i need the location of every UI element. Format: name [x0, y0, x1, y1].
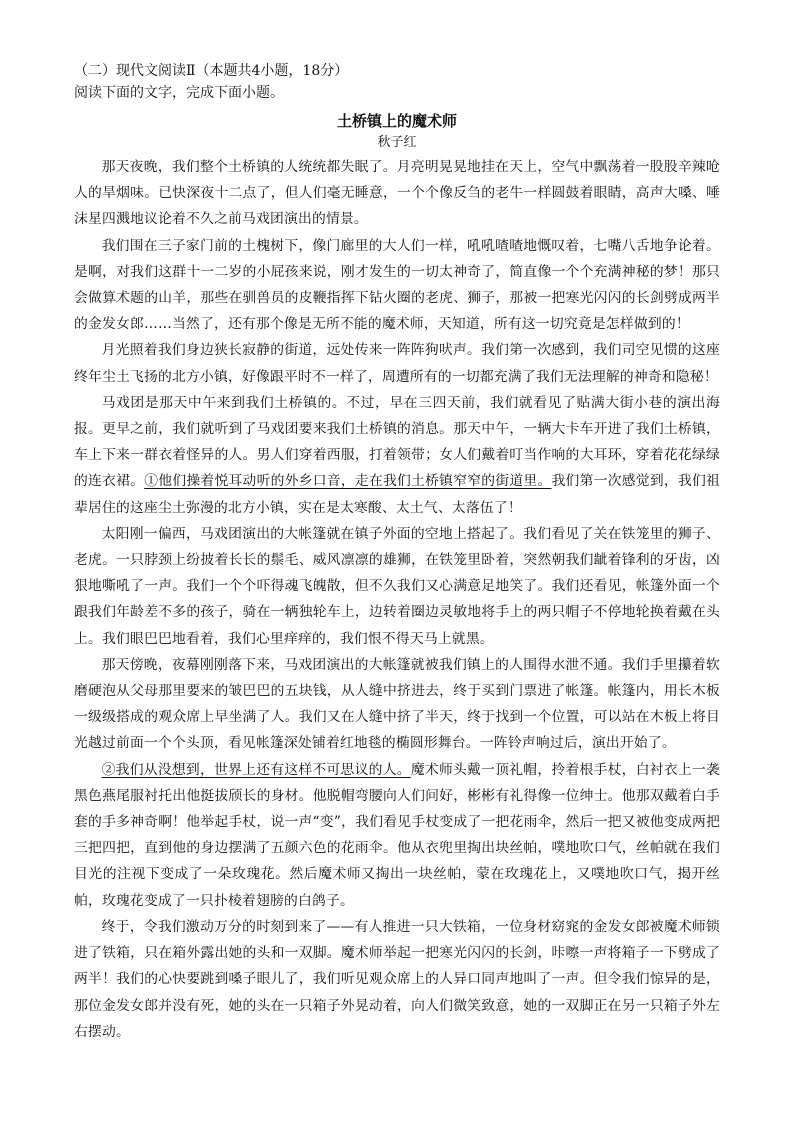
paragraph-4 — [74, 390, 720, 521]
document-page — [74, 60, 720, 1045]
paragraph-1: 那天夜晚，我们整个土桥镇的人统统都失眠了。月亮明晃晃地挂在天上，空气中飘荡着一股股辛辣呛人的旱烟味。已快深夜十二点了，但人们毫无睡意，一个个像反刍的老牛一样圆鼓着眼睛，高声大嗓、唾沫星四溅地议论着不久之前马戏团演出的情景。 — [74, 159, 720, 228]
article-title: 土桥镇上的魔术师 — [336, 112, 457, 130]
reading-instruction: 阅读下面的文字，完成下面小题。 — [74, 85, 284, 101]
paragraph-7 — [74, 757, 720, 914]
paragraph-2: 我们围在三子家门前的土槐树下，像门廊里的大人们一样，吼吼喳喳地慨叹着，七嘴八舌地争论着。是啊，对我们这群十一二岁的小屁孩来说，刚才发生的一切太神奇了，简直像一个个充满神秘的梦！那只会做算术题的山羊，那些在驯兽员的皮鞭指挥下钻火圈的老虎、狮子，那被一把寒光闪闪的长剑劈成两半的金发女郎……当然了，还有那个像是无所不能的魔术师，天知道，所有这一切究竟是怎样做到的！ — [74, 237, 720, 333]
underlined-sentence-2: ②我们从没想到，世界上还有这样不可思议的人。 — [101, 761, 411, 778]
section-heading: （二）现代文阅读Ⅱ（本题共4小题，18分） — [74, 63, 349, 79]
paragraph-8: 终于，令我们激动万分的时刻到来了——有人推进一只大铁箱，一位身材窈窕的金发女郎被魔术师锁进了铁箱，只在箱外露出她的头和一双脚。魔术师举起一把寒光闪闪的长剑，咔嚓一声将箱子一下劈成了两半！我们的心快要跳到嗓子眼儿了，我们听见观众席上的人异口同声地叫了一声。但令我们惊异的是，那位金发女郎并没有死，她的头在一只箱子外晃动着，向人们微笑致意，她的一双脚正在另一只箱子外左右摆动。 — [74, 918, 720, 1040]
paragraph-4-text: 马戏团是那天中午来到我们土桥镇的。不过，早在三四天前，我们就看见了贴满大街小巷的演出海报。更早之前，我们就听到了马戏团要来我们土桥镇的消息。那天中午，一辆大卡车开进了我们土桥镇，车上下来一群衣着怪异的人。男人们穿着西服，打着领带；女人们戴着叮当作响的大耳环，穿着花花绿绿的连衣裙。 — [74, 394, 720, 490]
paragraph-3: 月光照着我们身边狭长寂静的街道，远处传来一阵阵狗吠声。我们第一次感到，我们司空见惯的这座终年尘土飞扬的北方小镇，好像跟平时不一样了，周遭所有的一切都充满了我们无法理解的神奇和隐秘！ — [74, 342, 720, 385]
article-author: 秋子红 — [377, 135, 417, 150]
underlined-sentence-1: ①他们操着悦耳动听的外乡口音，走在我们土桥镇窄窄的街道里。 — [144, 473, 552, 490]
paragraph-7-text: 魔术师头戴一顶礼帽，拎着根手杖，白衬衣上一袭黑色燕尾服衬托出他挺拔颀长的身材。他脱帽弯腰向人们问好，彬彬有礼得像一位绅士。他那双戴着白手套的手多神奇啊！他举起手杖，说一声“变”，我们看见手杖变成了一把花雨伞，然后一把又被他变成两把三把四把，直到他的身边摆满了五颜六色的花雨伞。他从衣兜里掏出块丝帕，噗地吹口气，丝帕就在我们目光的注视下变成了一朵玫瑰花。然后魔术师又掏出一块丝帕，蒙在玫瑰花上，又噗地吹口气，揭开丝帕，玫瑰花变成了一只扑棱着翅膀的白鸽子。 — [74, 761, 720, 909]
paragraph-4-tail: 我们第一次感觉到，我们祖辈居住的这座尘土弥漫的北方小镇，实在是太寒酸、太土气、太落伍了！ — [74, 473, 720, 516]
paragraph-5: 太阳刚一偏西，马戏团演出的大帐篷就在镇子外面的空地上搭起了。我们看见了关在铁笼里的狮子、老虎。一只脖颈上纷披着长长的鬃毛、威风凛凛的雄狮，在铁笼里卧着，突然朝我们龇着锋利的牙齿，凶狠地嘶吼了一声。我们一个个吓得魂飞魄散，但不久我们又心满意足地笑了。我们还看见，帐篷外面一个跟我们年龄差不多的孩子，骑在一辆独轮车上，边转着圈边灵敏地将手上的两只帽子不停地轮换着戴在头上。我们眼巴巴地看着，我们心里痒痒的，我们恨不得天马上就黑。 — [74, 525, 720, 647]
paragraph-6: 那天傍晚，夜幕刚刚落下来，马戏团演出的大帐篷就被我们镇上的人围得水泄不通。我们手里攥着软磨硬泡从父母那里要来的皱巴巴的五块钱，从人缝中挤进去，终于买到门票进了帐篷。帐篷内，用长木板一级级搭成的观众席上早坐满了人。我们又在人缝中挤了半天，终于找到一个位置，可以站在木板上将目光越过前面一个个头顶，看见帐篷深处铺着红地毯的椭圆形舞台。一阵铃声响过后，演出开始了。 — [74, 656, 720, 752]
